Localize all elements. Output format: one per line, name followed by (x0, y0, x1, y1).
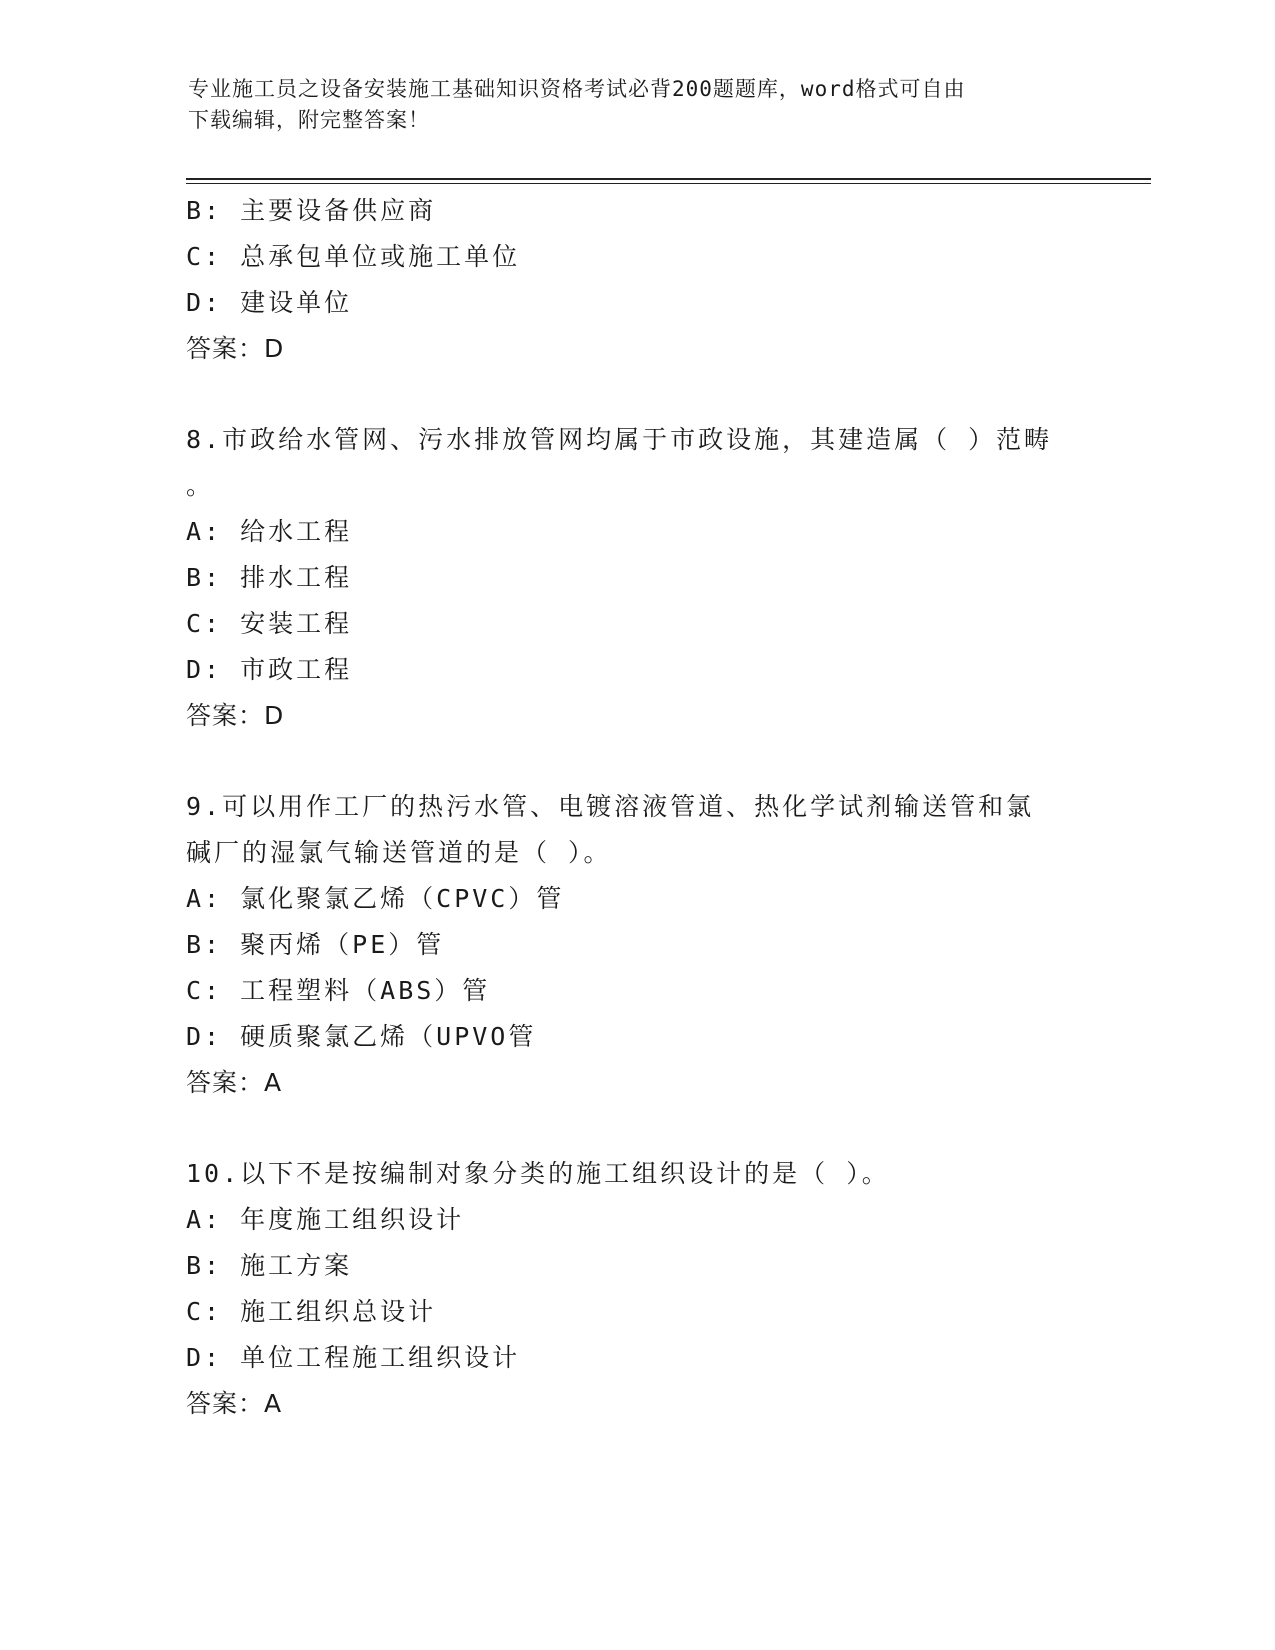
option-c: C: 安装工程 (186, 609, 353, 638)
question-text-line-2: 碱厂的湿氯气输送管道的是（ ）。 (186, 838, 612, 867)
header-rule-thin (186, 183, 1151, 184)
option-c: C: 总承包单位或施工单位 (186, 242, 521, 271)
option-d: D: 硬质聚氯乙烯（UPVO管 (186, 1022, 537, 1051)
question-text-line-2: 。 (186, 471, 215, 500)
header-line-1: 专业施工员之设备安装施工基础知识资格考试必背200题题库，word格式可自由 (188, 77, 966, 101)
answer: 答案：A (186, 1389, 283, 1418)
document-header (188, 74, 1088, 136)
option-d: D: 市政工程 (186, 655, 353, 684)
question-content (186, 188, 1086, 1427)
option-c: C: 施工组织总设计 (186, 1297, 437, 1326)
option-a: A: 氯化聚氯乙烯（CPVC）管 (186, 884, 565, 913)
answer: 答案：D (186, 701, 285, 730)
question-text-line-1: 10.以下不是按编制对象分类的施工组织设计的是（ ）。 (186, 1159, 890, 1188)
question-8 (186, 417, 1086, 739)
question-10 (186, 1151, 1086, 1427)
option-a: A: 给水工程 (186, 517, 353, 546)
question-7-partial (186, 188, 1086, 372)
header-line-2: 下载编辑，附完整答案！ (188, 108, 430, 132)
option-b: B: 施工方案 (186, 1251, 353, 1280)
question-text-line-1: 8.市政给水管网、污水排放管网均属于市政设施，其建造属（ ）范畴 (186, 425, 1053, 454)
option-b: B: 排水工程 (186, 563, 353, 592)
answer: 答案：A (186, 1068, 283, 1097)
question-9 (186, 784, 1086, 1106)
option-b: B: 主要设备供应商 (186, 196, 437, 225)
question-text-line-1: 9.可以用作工厂的热污水管、电镀溶液管道、热化学试剂输送管和氯 (186, 792, 1035, 821)
option-c: C: 工程塑料（ABS）管 (186, 976, 491, 1005)
answer: 答案：D (186, 334, 285, 363)
option-b: B: 聚丙烯（PE）管 (186, 930, 445, 959)
option-d: D: 建设单位 (186, 288, 353, 317)
header-rule-thick (186, 178, 1151, 180)
option-d: D: 单位工程施工组织设计 (186, 1343, 521, 1372)
option-a: A: 年度施工组织设计 (186, 1205, 465, 1234)
